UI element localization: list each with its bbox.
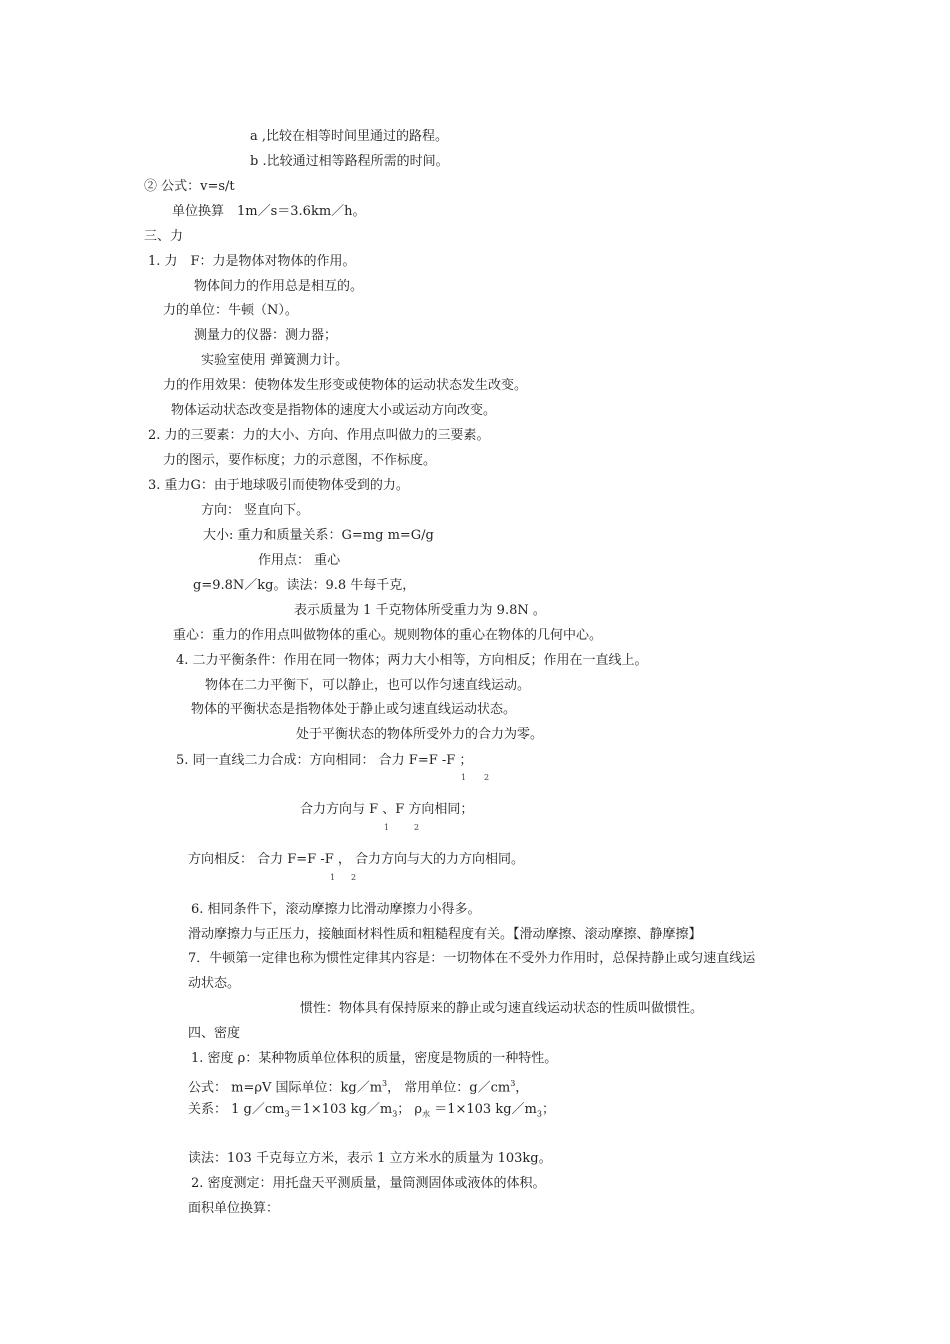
text-line: 方向： 竖直向下。	[201, 503, 310, 518]
text-line: 处于平衡状态的物体所受外力的合力为零。	[296, 727, 544, 742]
subscript: 1	[461, 773, 467, 782]
text-line: 力的单位：牛顿（N）。	[163, 303, 298, 318]
subscript: 2	[484, 773, 490, 782]
text-line: 滑动摩擦力与正压力，接触面材料性质和粗糙程度有关。【滑动摩擦、滚动摩擦、静摩擦】	[188, 927, 702, 942]
text-line: 2. 力的三要素：力的大小、方向、作用点叫做力的三要素。	[148, 428, 490, 443]
superscript: 3	[382, 1079, 388, 1088]
text-line: b .比较通过相等路程所需的时间。	[250, 154, 449, 169]
formula-text: ， 常用单位：g／cm	[387, 1080, 511, 1096]
text-line: 大小: 重力和质量关系：G=mg m=G/g	[203, 528, 434, 543]
formula-line	[188, 1075, 528, 1096]
text-line: 重心：重力的作用点叫做物体的重心。规则物体的重心在物体的几何中心。	[173, 628, 603, 643]
formula-text: ＝1×103 kg／m	[430, 1102, 537, 1117]
text-line: 方向相反： 合力 F=F -F ， 合力方向与大的力方向相同。	[188, 852, 525, 867]
subscript: 1	[330, 873, 336, 882]
subscript: 3	[284, 1109, 290, 1119]
text-line: 测量力的仪器：测力器；	[194, 328, 338, 343]
text-line: 合力方向与 F 、F 方向相同；	[300, 802, 474, 817]
text-line: g=9.8N／kg。读法：9.8 牛每千克，	[193, 578, 416, 593]
text-line: 力的作用效果：使物体发生形变或使物体的运动状态发生改变。	[163, 378, 528, 393]
text-line: 3. 重力G：由于地球吸引而使物体受到的力。	[148, 478, 409, 493]
text-line: 物体运动状态改变是指物体的速度大小或运动方向改变。	[171, 403, 497, 418]
text-line: 面积单位换算：	[188, 1201, 280, 1216]
text-line: 1. 力 F：力是物体对物体的作用。	[148, 254, 356, 269]
text-line: 5. 同一直线二力合成：方向相同： 合力 F=F -F ；	[176, 753, 473, 768]
text-line: 7．牛顿第一定律也称为惯性定律其内容是：一切物体在不受外力作用时，总保持静止或匀速直线运	[188, 951, 756, 966]
formula-text: ； ρ	[397, 1102, 423, 1117]
text-line: 1. 密度 ρ：某种物质单位体积的质量，密度是物质的一种特性。	[191, 1051, 558, 1066]
text-line: a ,比较在相等时间里通过的路程。	[250, 129, 449, 144]
formula-text: ，	[515, 1080, 529, 1096]
subscript: 水	[422, 1109, 431, 1119]
section-heading: 三、力	[144, 229, 184, 244]
text-line: 物体间力的作用总是相互的。	[194, 279, 364, 294]
formula-text: ＝1×103 kg／m	[289, 1102, 393, 1117]
text-line: 6. 相同条件下，滚动摩擦力比滑动摩擦力小得多。	[191, 902, 481, 917]
formula-text: ；	[541, 1102, 555, 1117]
text-line: 作用点： 重心	[258, 553, 341, 568]
subscript: 3	[392, 1109, 398, 1119]
text-line: 读法：103 千克每立方米，表示 1 立方米水的质量为 103kg。	[188, 1151, 552, 1166]
text-line: 物体的平衡状态是指物体处于静止或匀速直线运动状态。	[191, 702, 517, 717]
text-line: 力的图示，要作标度；力的示意图，不作标度。	[163, 453, 437, 468]
text-line: 4. 二力平衡条件：作用在同一物体；两力大小相等，方向相反；作用在一直线上。	[176, 653, 648, 668]
text-line: 动状态。	[188, 976, 241, 991]
text-line: 2. 密度测定：用托盘天平测质量，量筒测固体或液体的体积。	[191, 1176, 546, 1191]
text-line: 表示质量为 1 千克物体所受重力为 9.8N 。	[294, 603, 546, 618]
text-line: 惯性：物体具有保持原来的静止或匀速直线运动状态的性质叫做惯性。	[300, 1001, 704, 1016]
superscript: 3	[510, 1079, 516, 1088]
formula-text: 公式： m=ρV 国际单位：kg／m	[188, 1080, 383, 1096]
subscript: 3	[536, 1109, 542, 1119]
formula-line	[188, 1101, 555, 1123]
subscript: 2	[414, 823, 420, 832]
subscript: 2	[351, 873, 357, 882]
text-line: 实验室使用 弹簧测力计。	[201, 353, 349, 368]
subscript: 1	[384, 823, 390, 832]
formula-text: 关系： 1 g／cm	[188, 1102, 285, 1117]
text-line: 单位换算 1m／s＝3.6km／h。	[172, 204, 366, 219]
text-line: 物体在二力平衡下，可以静止，也可以作匀速直线运动。	[205, 678, 531, 693]
section-heading: 四、密度	[188, 1026, 241, 1041]
text-line: ② 公式：v=s/t	[144, 179, 235, 194]
